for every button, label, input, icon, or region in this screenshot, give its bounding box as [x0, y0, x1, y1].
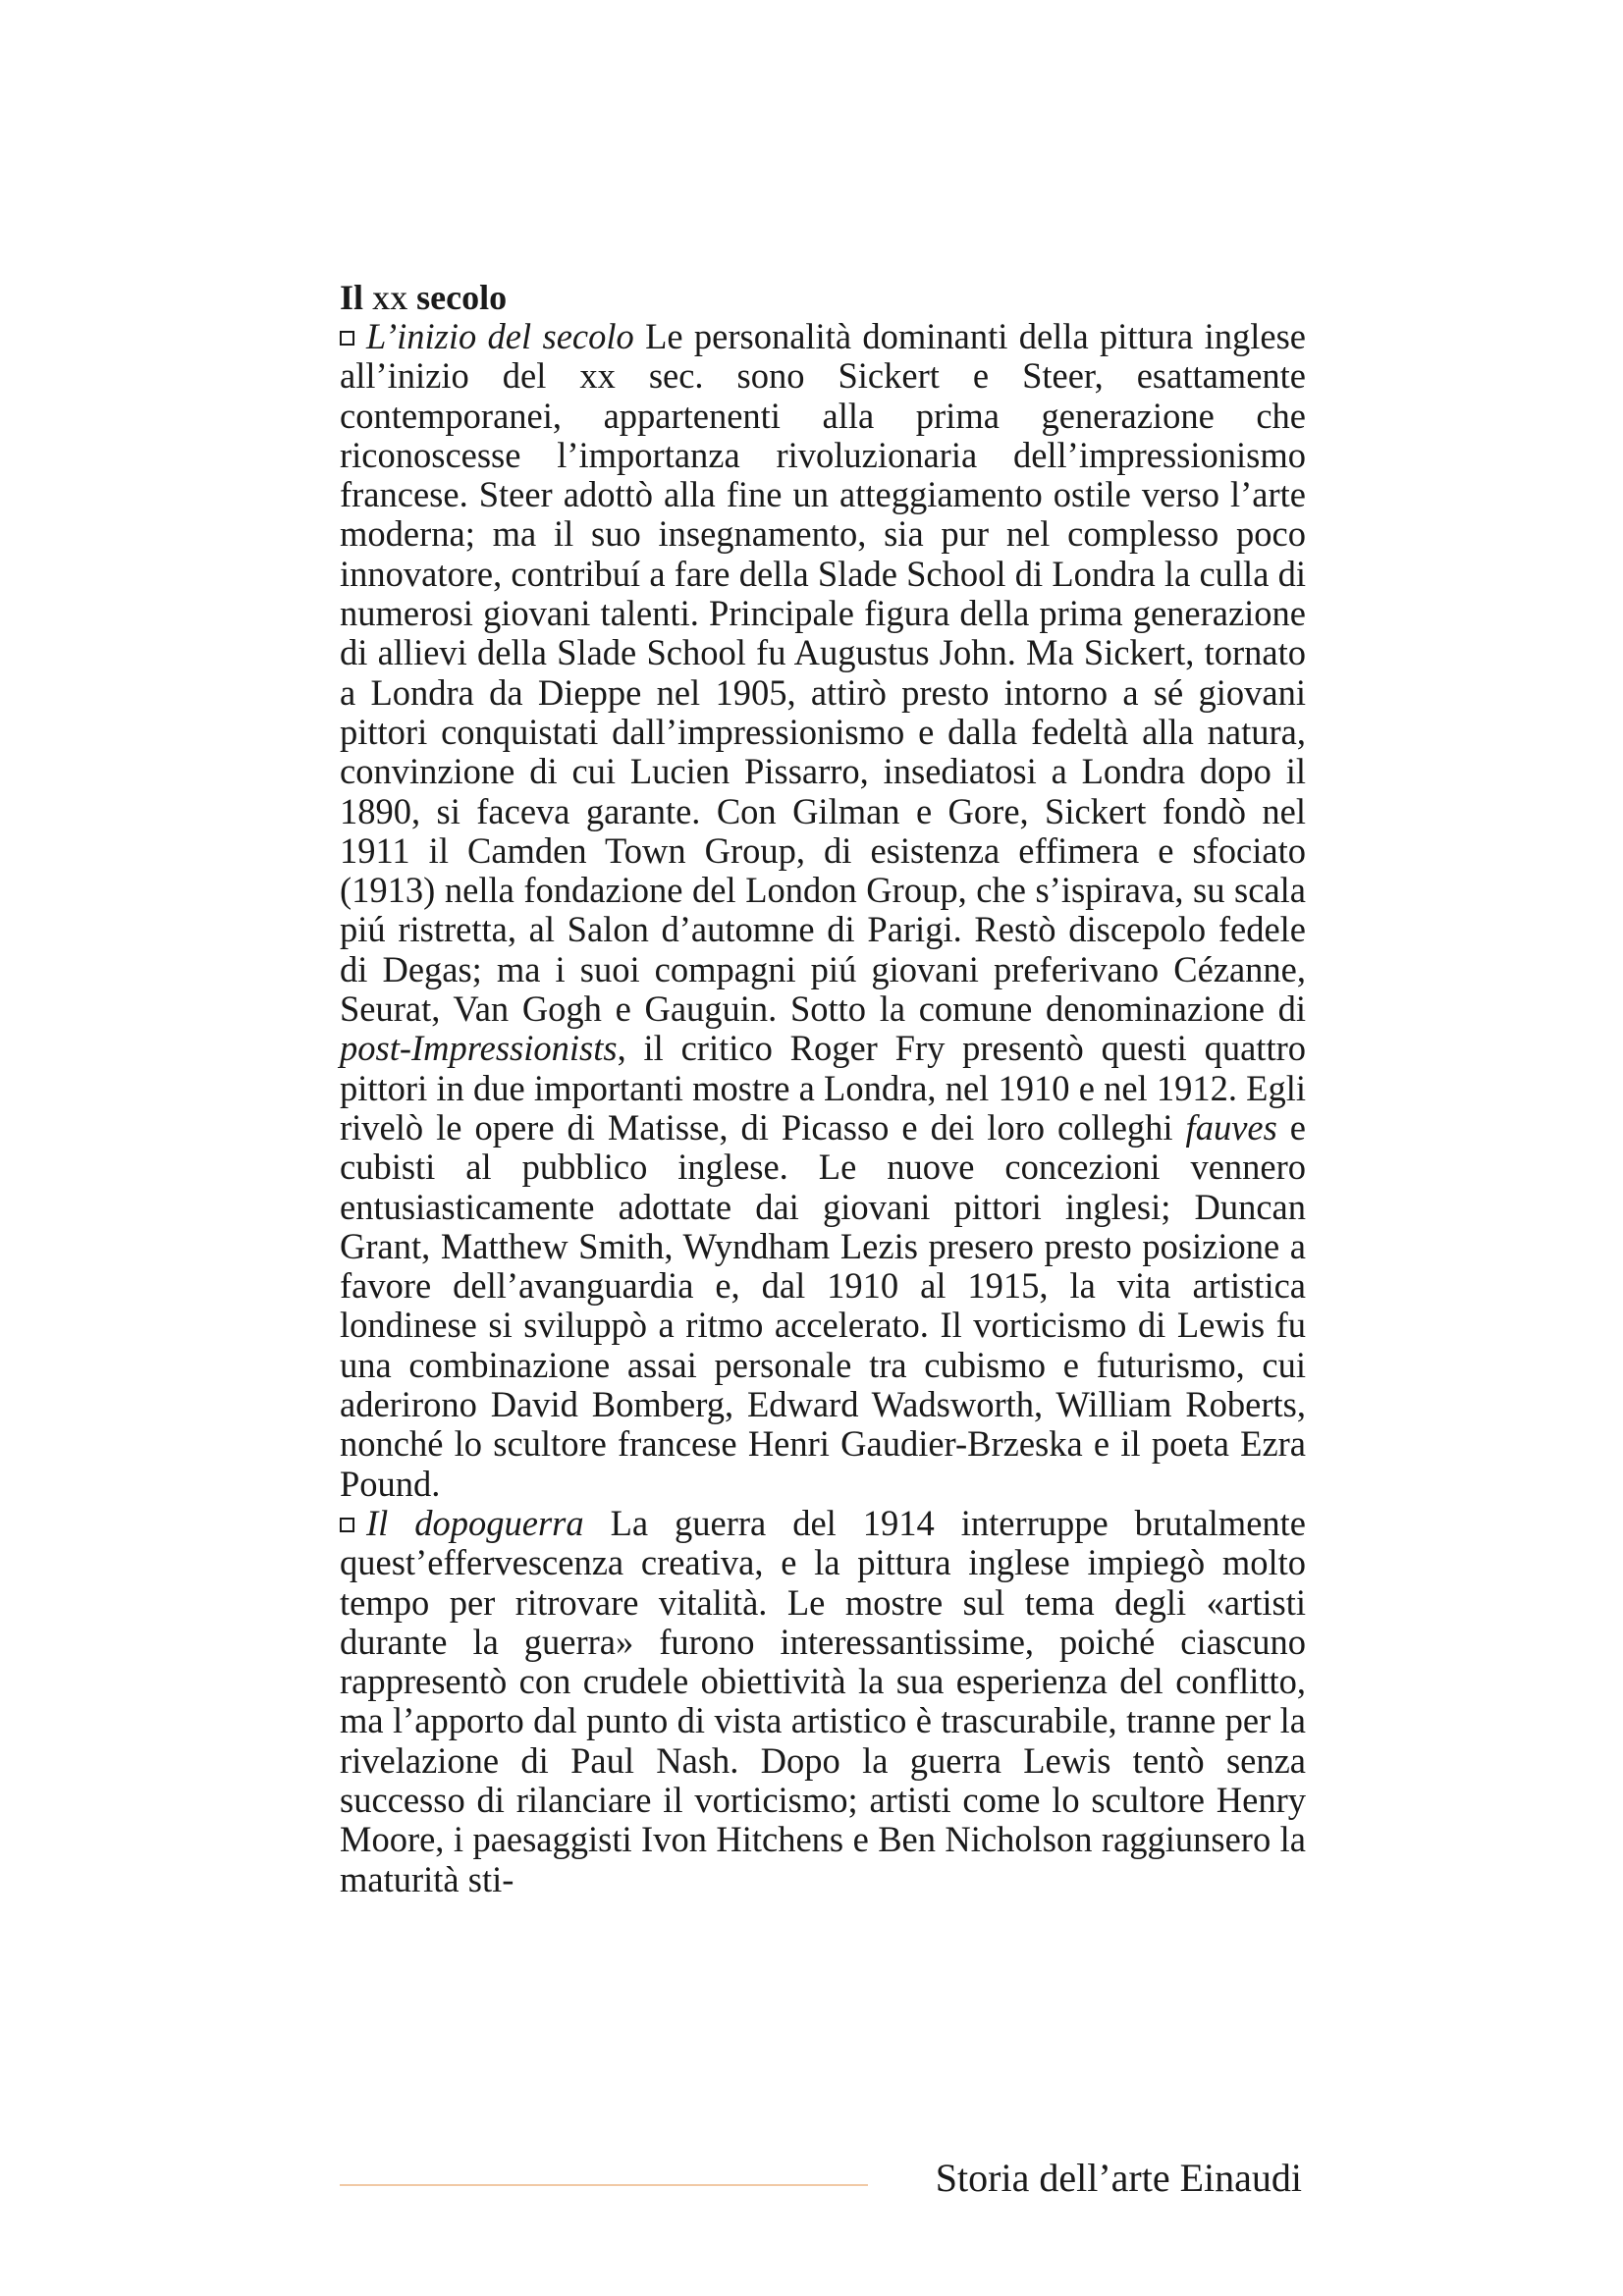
body-text — [340, 317, 1306, 1899]
heading-century: xx — [372, 278, 408, 317]
paragraph-text: e cubisti al pubblico inglese. Le nuove concezioni vennero entusiasticamente adottate dai giovani pittori inglesi; Duncan Grant, Matthew Smith, Wyndham Lezis presero presto posizione a favore dell’avanguardia e, dal 1910 al 1915, la vita artistica londinese si sviluppò a ritmo accelerato. Il vorticismo di Lewis fu una combinazione assai personale tra cubismo e futurismo, cui aderirono David Bomberg, Edward Wadsworth, William Roberts, nonché lo scultore francese Henri Gaudier-Brzeska e il poeta Ezra Pound. — [340, 1106, 1306, 1504]
paragraph-text: , il critico Roger Fry presentò questi quattro pittori in due importanti mostre a Londra, nel 1910 e nel 1912. Egli rivelò le opere di Matisse, di Picasso e dei loro colleghi — [340, 1028, 1306, 1148]
heading-prefix: Il — [340, 278, 373, 317]
square-bullet-icon — [340, 331, 354, 346]
footer-rule — [340, 2184, 868, 2186]
paragraph-text: La guerra del 1914 interruppe brutalmente quest’effervescenza creativa, e la pittura inglese impiegò molto tempo per ritrovare vitalità. Le mostre sul tema degli «artisti durante la guerra» furono interessantissime, poiché ciascuno rappresentò con crudele obiettività la sua esperienza del conflitto, ma l’apporto dal punto di vista artistico è trascurabile, tranne per la rivelazione di Paul Nash. Dopo la guerra Lewis tentò senza successo di rilanciare il vorticismo; artisti come lo scultore Henry Moore, i paesaggisti Ivon Hitchens e Ben Nicholson raggiunsero la maturità sti- — [340, 1502, 1306, 1899]
square-bullet-icon — [340, 1518, 354, 1532]
paragraph-italic-term: fauves — [1185, 1106, 1277, 1148]
paragraph-title: L’inizio del secolo — [366, 316, 634, 356]
footer-title: Storia dell’arte Einaudi — [935, 2156, 1302, 2200]
heading-suffix: secolo — [407, 278, 508, 317]
paragraph-text: Le personalità dominanti della pittura inglese all’inizio del xx sec. sono Sickert e Steer, esattamente contemporanei, appartenenti alla prima generazione che riconoscesse l’importanza rivoluzionaria dell’impressionismo francese. Steer adottò alla fine un atteggiamento ostile verso l’arte moderna; ma il suo insegnamento, sia pur nel complesso poco innovatore, contribuí a fare della Slade School di Londra la culla di numerosi giovani talenti. Principale figura della prima generazione di allievi della Slade School fu Augustus John. Ma Sickert, tornato a Londra da Dieppe nel 1905, attirò presto intorno a sé giovani pittori conquistati dall’impressionismo e dalla fedeltà alla natura, convinzione di cui Lucien Pissarro, insediatosi a Londra dopo il 1890, si faceva garante. Con Gilman e Gore, Sickert fondò nel 1911 il Camden Town Group, di esistenza effimera e sfociato (1913) nella fondazione del London Group, che s’ispirava, su scala piú ristretta, al Salon d’automne di Parigi. Restò discepolo fedele di Degas; ma i suoi compagni piú giovani preferivano Cézanne, Seurat, Van Gogh e Gauguin. Sotto la comune denominazione di — [340, 316, 1306, 1030]
page-content — [340, 278, 1306, 1899]
paragraph-title: Il dopoguerra — [366, 1502, 584, 1543]
paragraph-dopoguerra — [340, 1504, 1306, 1899]
section-heading — [340, 278, 1306, 317]
paragraph-inizio-del-secolo — [340, 317, 1306, 1504]
paragraph-italic-term: post-Impressionists — [340, 1028, 618, 1069]
